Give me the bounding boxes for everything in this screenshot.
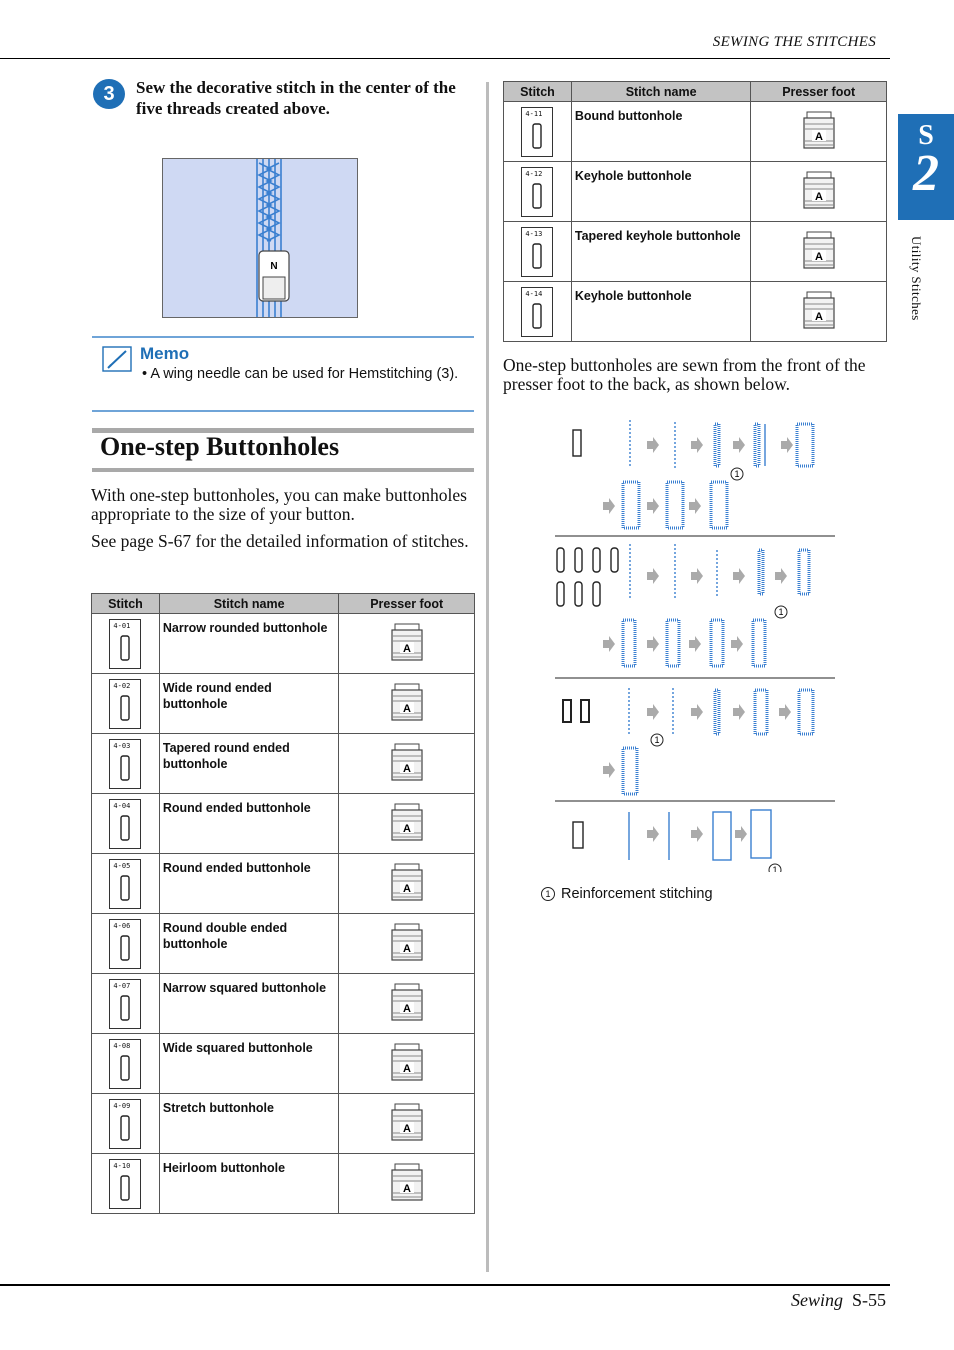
stitch-cell [92, 1154, 160, 1214]
reference-paragraph: See page S-67 for the detailed information of stitches. [91, 531, 469, 551]
hemstitch-illustration [163, 159, 358, 318]
page-number: S-55 [851, 1290, 886, 1310]
memo-pencil-icon [102, 346, 134, 379]
next-step-arrow [647, 826, 659, 842]
stitch-number: 4-13 [525, 230, 543, 238]
stitch-icon [109, 979, 141, 1029]
stitch-symbol [573, 430, 581, 456]
stitch-icon [521, 167, 553, 217]
next-step-arrow [603, 636, 615, 652]
hemstitch-figure [162, 158, 358, 318]
buttonhole-stage [711, 482, 727, 528]
stitch-name: Stretch buttonhole [159, 1094, 339, 1154]
stitch-cell [92, 794, 160, 854]
next-step-arrow [647, 636, 659, 652]
next-step-arrow [733, 437, 745, 453]
stitch-cell [92, 674, 160, 734]
table-row [92, 1154, 475, 1214]
buttonhole-stage [755, 690, 767, 734]
presser-foot-icon [339, 1154, 475, 1214]
next-step-arrow [647, 568, 659, 584]
stitch-name: Tapered round ended buttonhole [159, 734, 339, 794]
next-step-arrow [691, 704, 703, 720]
memo-body: A wing needle can be used for Hemstitching (3). [150, 366, 459, 382]
callout-number: 1 [734, 469, 740, 479]
presser-foot-icon [339, 674, 475, 734]
next-step-arrow [775, 568, 787, 584]
foot-label: N [270, 261, 278, 272]
buttonhole-stage [759, 550, 763, 594]
table-row [92, 734, 475, 794]
buttonhole-stage [799, 690, 813, 734]
stitch-symbol [573, 822, 583, 848]
buttonhole-stage [667, 620, 679, 666]
foot-letter: A [402, 703, 411, 715]
column-divider [486, 82, 489, 1272]
sewing-direction-paragraph: One-step buttonholes are sewn from the front of the presser foot to the back, as shown below. [503, 355, 866, 394]
presser-foot-icon [339, 794, 475, 854]
note-text: Reinforcement stitching [561, 886, 713, 902]
chapter-tab [898, 114, 954, 220]
stitch-number: 4-12 [525, 170, 543, 178]
stitch-icon [109, 859, 141, 909]
stitch-cell [92, 854, 160, 914]
next-step-arrow [781, 437, 793, 453]
reinforcement-note [541, 886, 713, 902]
foot-letter: A [402, 943, 411, 955]
stitch-icon [109, 1159, 141, 1209]
stitch-cell [504, 162, 572, 222]
presser-foot-icon [339, 974, 475, 1034]
foot-letter: A [402, 1183, 411, 1195]
sewing-order-diagram [555, 412, 835, 872]
next-step-arrow [691, 826, 703, 842]
table-row [92, 674, 475, 734]
col-presser-foot: Presser foot [339, 594, 475, 614]
next-step-arrow [647, 704, 659, 720]
next-step-arrow [689, 636, 701, 652]
stitch-name: Heirloom buttonhole [159, 1154, 339, 1214]
stitch-name: Tapered keyhole buttonhole [571, 222, 751, 282]
stitch-symbol [593, 582, 600, 606]
section-rule-bottom [92, 468, 474, 472]
buttonhole-stage [755, 424, 759, 466]
stitch-icon [109, 919, 141, 969]
foot-letter: A [402, 763, 411, 775]
stitch-number: 4-08 [113, 1042, 131, 1050]
presser-foot-icon [339, 854, 475, 914]
stitch-number: 4-05 [113, 862, 131, 870]
buttonhole-stage [797, 424, 813, 466]
stitch-number: 4-09 [113, 1102, 131, 1110]
stitch-name: Narrow rounded buttonhole [159, 614, 339, 674]
buttonhole-stage [711, 620, 723, 666]
buttonhole-table-right [503, 81, 887, 342]
buttonhole-stage [715, 690, 719, 734]
memo-text [142, 365, 472, 383]
stitch-cell [504, 102, 572, 162]
side-label: Utility Stitches [909, 236, 924, 321]
buttonhole-stage [623, 482, 639, 528]
presser-foot-icon [339, 614, 475, 674]
stitch-icon [521, 107, 553, 157]
presser-foot-icon [751, 102, 887, 162]
stitch-cell [92, 614, 160, 674]
next-step-arrow [733, 704, 745, 720]
buttonhole-table-left [91, 593, 475, 1214]
table-row [92, 1094, 475, 1154]
stitch-name: Round ended buttonhole [159, 854, 339, 914]
stitch-cell [92, 974, 160, 1034]
stitch-number: 4-10 [113, 1162, 131, 1170]
table-row [92, 614, 475, 674]
callout-number: 1 [772, 865, 778, 872]
stitch-symbol [593, 548, 600, 572]
table-row [92, 794, 475, 854]
presser-foot-icon [339, 914, 475, 974]
stitch-name: Bound buttonhole [571, 102, 751, 162]
stitch-number: 4-14 [525, 290, 543, 298]
presser-foot-icon [751, 282, 887, 342]
foot-letter: A [402, 643, 411, 655]
col-stitch: Stitch [504, 82, 572, 102]
col-stitch: Stitch [92, 594, 160, 614]
memo-bullet: • [142, 366, 148, 382]
table-row [92, 974, 475, 1034]
foot-letter: A [402, 823, 411, 835]
stitch-icon [109, 619, 141, 669]
stitch-number: 4-02 [113, 682, 131, 690]
next-step-arrow [735, 826, 747, 842]
stitch-icon [521, 227, 553, 277]
step-number-badge: 3 [93, 79, 125, 109]
stitch-cell [92, 1094, 160, 1154]
col-presser-foot: Presser foot [751, 82, 887, 102]
header-rule [0, 58, 890, 59]
foot-letter: A [814, 191, 823, 203]
col-stitch-name: Stitch name [571, 82, 751, 102]
buttonhole-stage [715, 424, 719, 466]
next-step-arrow [691, 568, 703, 584]
table-row [504, 162, 887, 222]
stitch-icon [109, 1099, 141, 1149]
next-step-arrow [691, 437, 703, 453]
callout-number: 1 [778, 607, 784, 617]
page-footer [791, 1290, 886, 1311]
stitch-symbol [575, 582, 582, 606]
stitch-cell [504, 282, 572, 342]
stitch-cell [92, 914, 160, 974]
running-header: SEWING THE STITCHES [712, 34, 876, 50]
stitch-icon [109, 1039, 141, 1089]
next-step-arrow [603, 498, 615, 514]
stitch-symbol [563, 700, 571, 722]
memo-title: Memo [140, 344, 190, 363]
buttonhole-stage [799, 550, 809, 594]
foot-letter: A [814, 251, 823, 263]
next-step-arrow [647, 437, 659, 453]
foot-letter: A [402, 1123, 411, 1135]
next-step-arrow [733, 568, 745, 584]
next-step-arrow [689, 498, 701, 514]
chapter-number: 2 [913, 145, 939, 202]
presser-foot-icon [751, 222, 887, 282]
stitch-cell [92, 1034, 160, 1094]
stitch-symbol [581, 700, 589, 722]
table-row [92, 914, 475, 974]
stitch-name: Round ended buttonhole [159, 794, 339, 854]
foot-letter: A [814, 131, 823, 143]
stitch-symbol [611, 548, 618, 572]
stitch-cell [504, 222, 572, 282]
table-row [504, 282, 887, 342]
stitch-icon [109, 799, 141, 849]
callout-number: 1 [654, 735, 660, 745]
next-step-arrow [731, 636, 743, 652]
stitch-name: Wide squared buttonhole [159, 1034, 339, 1094]
stitch-number: 4-03 [113, 742, 131, 750]
stitch-number: 4-07 [113, 982, 131, 990]
table-row [504, 102, 887, 162]
stitch-icon [109, 739, 141, 789]
stitch-icon [521, 287, 553, 337]
table-row [92, 1034, 475, 1094]
presser-foot-icon [751, 162, 887, 222]
foot-letter: A [814, 311, 823, 323]
section-title: One-step Buttonholes [100, 432, 340, 461]
presser-foot-icon [339, 1034, 475, 1094]
stitch-cell [92, 734, 160, 794]
step-instruction: Sew the decorative stitch in the center of the five threads created above. [136, 78, 456, 118]
stitch-number: 4-11 [525, 110, 543, 118]
stitch-symbol [575, 548, 582, 572]
chapter-letter: S [918, 120, 934, 151]
foot-letter: A [402, 883, 411, 895]
next-step-arrow [603, 762, 615, 778]
stitch-name: Keyhole buttonhole [571, 282, 751, 342]
footer-section: Sewing [790, 1290, 843, 1310]
table-row [504, 222, 887, 282]
intro-paragraph: With one-step buttonholes, you can make buttonholes appropriate to the size of your button. [91, 485, 467, 524]
buttonhole-stage [753, 620, 765, 666]
stitch-icon [109, 679, 141, 729]
stitch-symbol [557, 548, 564, 572]
next-step-arrow [779, 704, 791, 720]
stitch-name: Round double ended buttonhole [159, 914, 339, 974]
stitch-symbol [557, 582, 564, 606]
stitch-number: 4-01 [113, 622, 131, 630]
stitch-number: 4-06 [113, 922, 131, 930]
buttonhole-stage [751, 810, 771, 858]
buttonhole-stage [713, 812, 731, 860]
buttonhole-stage [623, 620, 635, 666]
note-marker: 1 [541, 887, 555, 901]
buttonhole-stage [623, 748, 637, 794]
presser-foot-icon [339, 1094, 475, 1154]
foot-letter: A [402, 1063, 411, 1075]
presser-foot-icon [339, 734, 475, 794]
stitch-name: Narrow squared buttonhole [159, 974, 339, 1034]
table-row [92, 854, 475, 914]
col-stitch-name: Stitch name [159, 594, 339, 614]
sewing-order-illustration [555, 412, 835, 872]
stitch-name: Wide round ended buttonhole [159, 674, 339, 734]
stitch-number: 4-04 [113, 802, 131, 810]
next-step-arrow [647, 498, 659, 514]
buttonhole-stage [667, 482, 683, 528]
footer-rule [0, 1284, 890, 1286]
foot-letter: A [402, 1003, 411, 1015]
stitch-name: Keyhole buttonhole [571, 162, 751, 222]
